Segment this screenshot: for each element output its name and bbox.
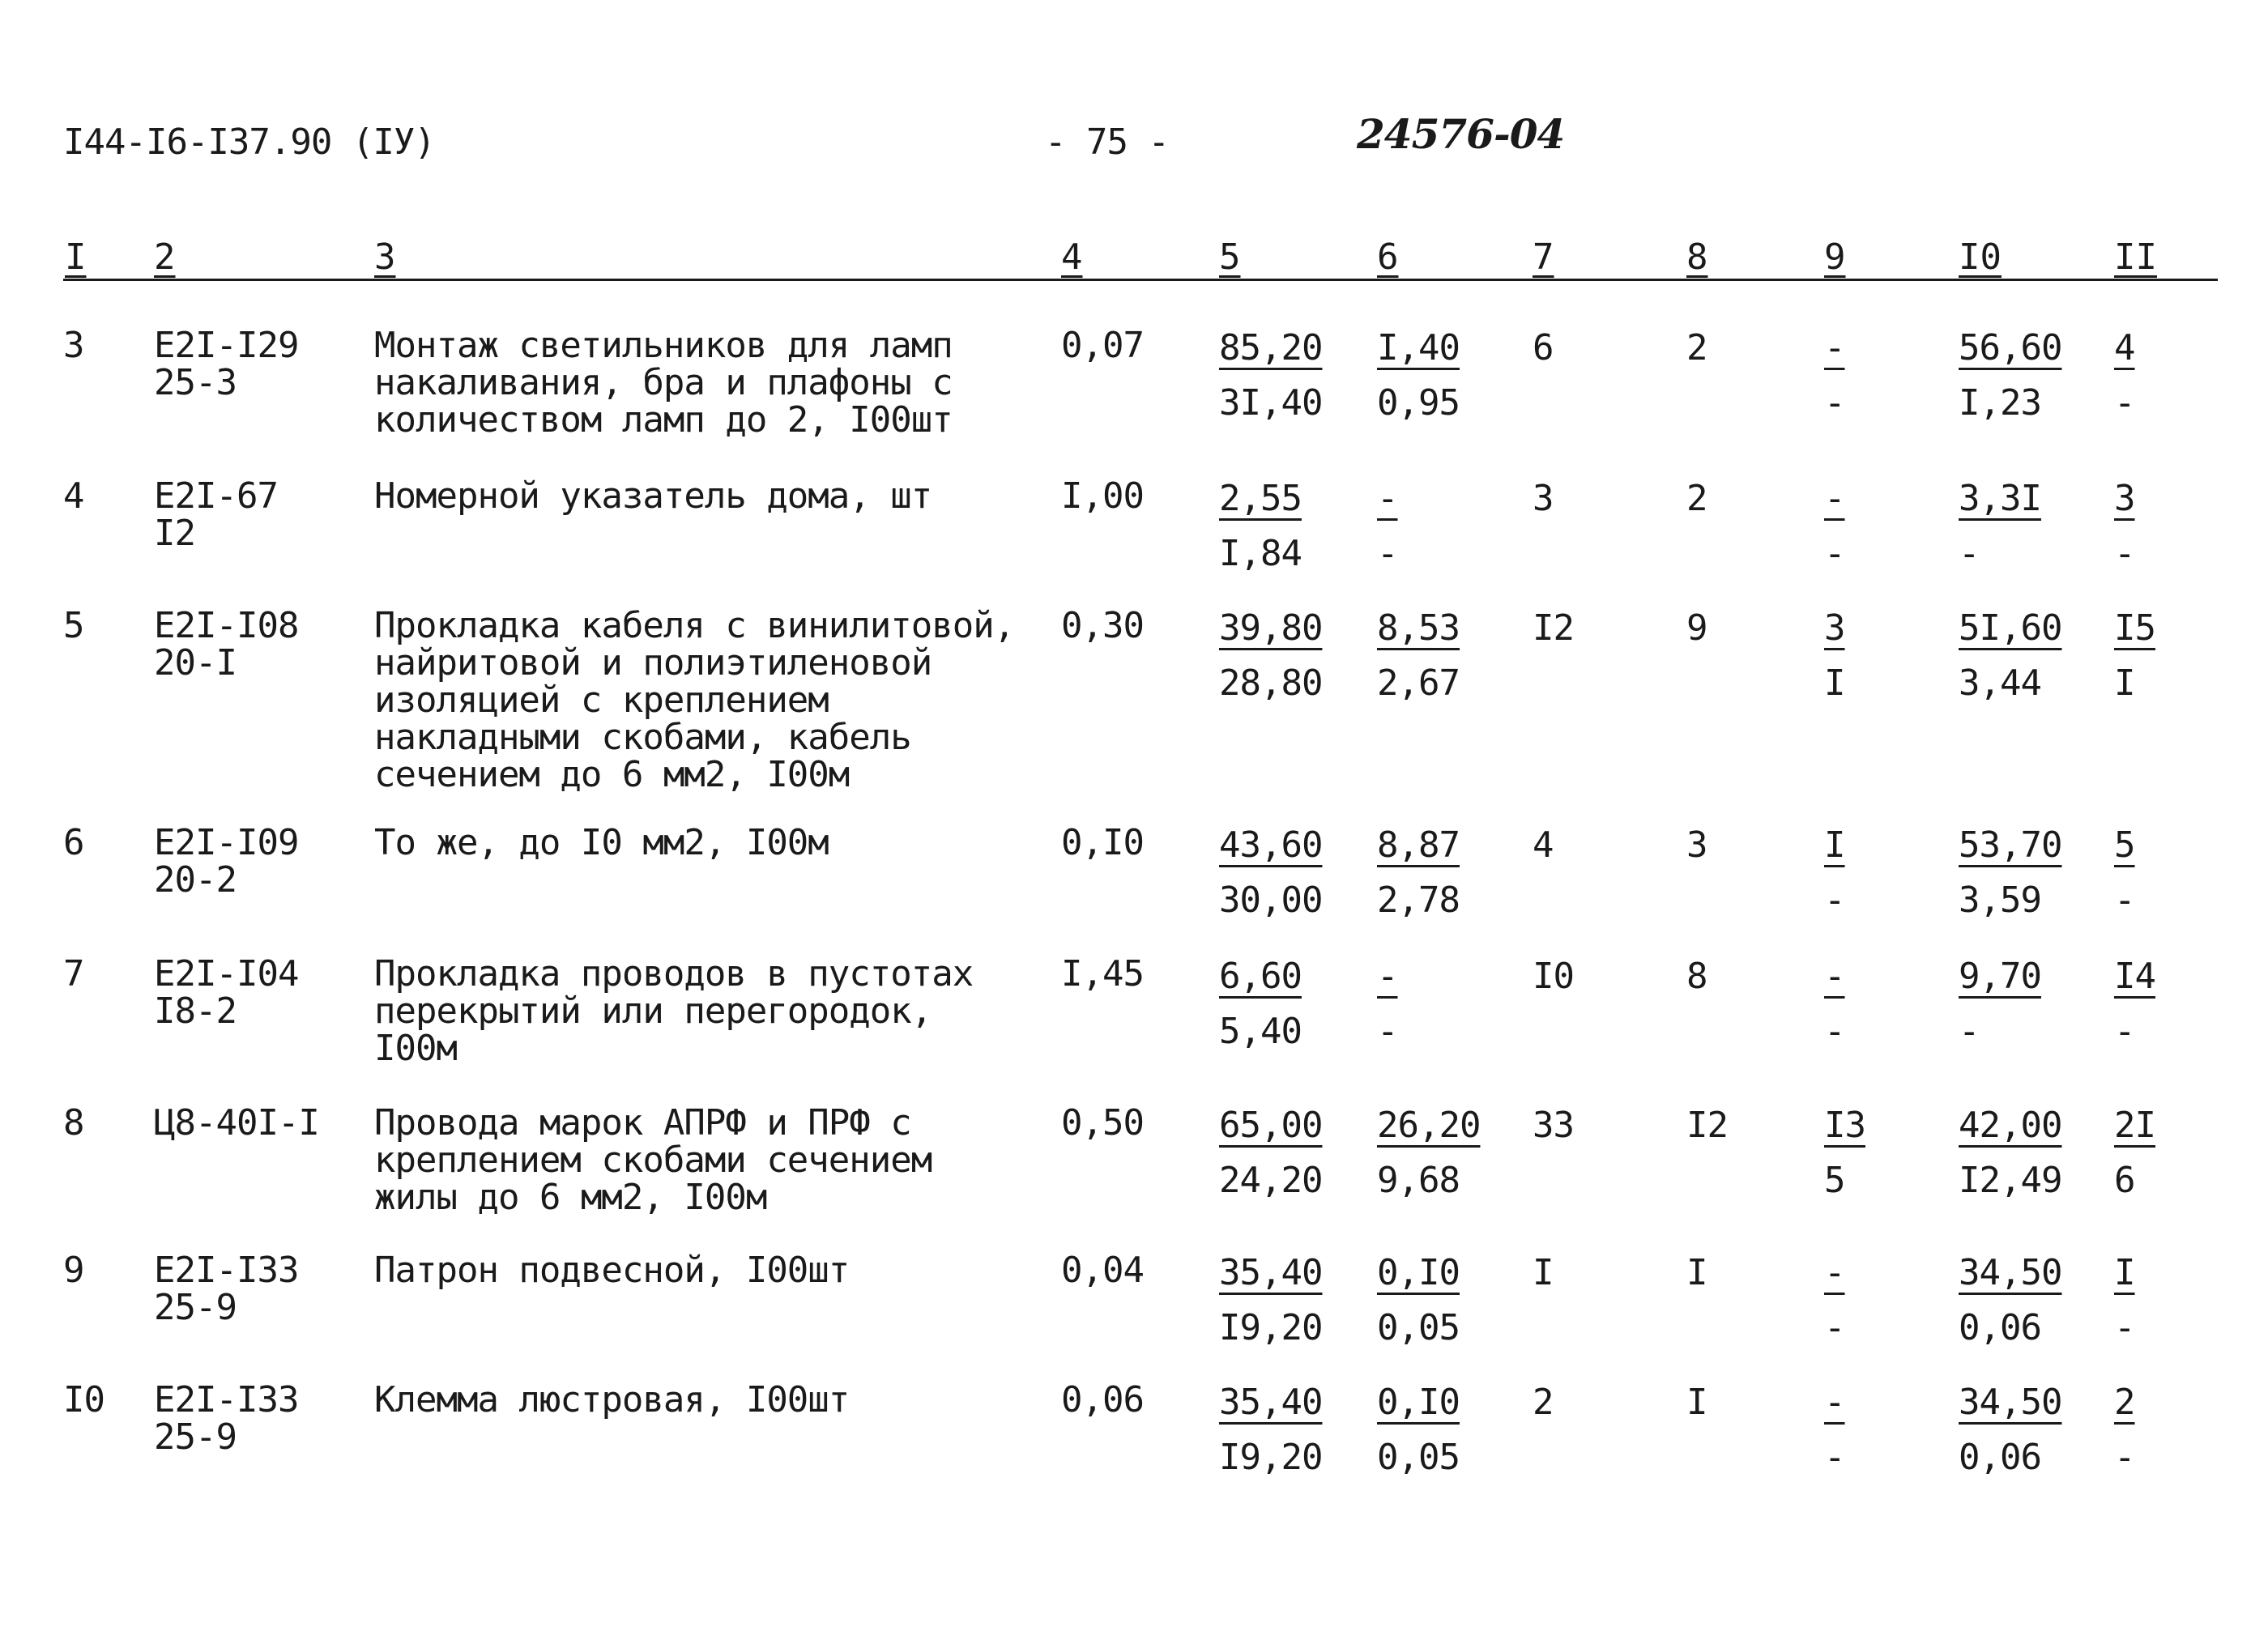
value-top-c9: - (1824, 1382, 1845, 1423)
value-bottom-c5: 5,40 (1219, 1011, 1302, 1052)
value-bottom-c11: - (2114, 1011, 2135, 1052)
quantity: I,45 (1061, 953, 1144, 995)
norm-code: E2I-67 (154, 475, 278, 517)
value-c8: 9 (1686, 607, 1707, 649)
row-number: 9 (63, 1250, 84, 1291)
value-c7: 33 (1533, 1105, 1574, 1146)
value-c8: 2 (1686, 478, 1707, 519)
value-top-c9: I (1824, 824, 1845, 866)
value-bottom-c5: 3I,40 (1219, 382, 1323, 424)
norm-code: Ц8-40I-I (154, 1102, 319, 1144)
value-top-c9: - (1824, 327, 1845, 368)
column-number-2: 2 (154, 236, 176, 278)
value-bottom-c11: - (2114, 880, 2135, 921)
work-description: Прокладка кабеля с винилитовой, найритовой и полиэтиленовой изоляцией с креплением накладными скобами, кабель сечением до 6 мм2, I00м (374, 605, 1015, 795)
value-top-c11: 2I (2114, 1105, 2155, 1146)
column-number-10: I0 (1959, 236, 2002, 278)
work-description: Патрон подвесной, I00шт (374, 1250, 850, 1291)
value-top-c6: 26,20 (1377, 1105, 1481, 1146)
value-top-c10: 53,70 (1959, 824, 2062, 866)
handwritten-number: 24576-04 (1357, 110, 1565, 158)
column-number-6: 6 (1377, 236, 1399, 278)
value-bottom-c9: I (1824, 662, 1845, 704)
value-bottom-c11: - (2114, 382, 2135, 424)
row-number: 6 (63, 822, 84, 863)
norm-code: E2I-I09 (154, 822, 299, 863)
value-top-c9: - (1824, 1252, 1845, 1293)
value-c8: I2 (1686, 1105, 1728, 1146)
value-bottom-c6: 0,95 (1377, 382, 1460, 424)
value-top-c6: 8,53 (1377, 607, 1460, 649)
value-top-c6: 0,I0 (1377, 1382, 1460, 1423)
work-description: Провода марок АПРФ и ПРФ с креплением скобами сечением жилы до 6 мм2, I00м (374, 1102, 932, 1218)
value-top-c11: I (2114, 1252, 2135, 1293)
work-description: Прокладка проводов в пустотах перекрытий или перегородок, I00м (374, 953, 974, 1069)
value-bottom-c10: I2,49 (1959, 1160, 2062, 1201)
value-bottom-c10: 3,59 (1959, 880, 2041, 921)
value-top-c6: 0,I0 (1377, 1252, 1460, 1293)
value-c8: 3 (1686, 824, 1707, 866)
value-top-c5: 65,00 (1219, 1105, 1323, 1146)
quantity: I,00 (1061, 475, 1144, 517)
value-top-c11: 2 (2114, 1382, 2135, 1423)
value-top-c11: 3 (2114, 478, 2135, 519)
value-top-c9: - (1824, 478, 1845, 519)
value-bottom-c10: - (1959, 533, 1980, 574)
value-top-c5: 2,55 (1219, 478, 1302, 519)
value-bottom-c6: 0,05 (1377, 1437, 1460, 1478)
value-top-c5: 35,40 (1219, 1382, 1323, 1423)
document-code: I44-I6-I37.90 (IУ) (63, 121, 435, 163)
value-c7: I0 (1533, 956, 1574, 997)
value-bottom-c6: 9,68 (1377, 1160, 1460, 1201)
value-c7: 2 (1533, 1382, 1554, 1423)
value-top-c5: 6,60 (1219, 956, 1302, 997)
row-number: 7 (63, 953, 84, 995)
norm-code: E2I-I33 (154, 1379, 299, 1420)
column-number-8: 8 (1686, 236, 1708, 278)
value-top-c9: 3 (1824, 607, 1845, 649)
value-c8: 8 (1686, 956, 1707, 997)
column-number-3: 3 (374, 236, 396, 278)
value-top-c10: 56,60 (1959, 327, 2062, 368)
norm-code: 20-2 (154, 859, 237, 901)
value-c8: 2 (1686, 327, 1707, 368)
value-bottom-c11: - (2114, 1437, 2135, 1478)
value-top-c10: 34,50 (1959, 1252, 2062, 1293)
value-bottom-c5: 24,20 (1219, 1160, 1323, 1201)
work-description: Номерной указатель дома, шт (374, 475, 932, 517)
value-bottom-c5: I9,20 (1219, 1307, 1323, 1348)
value-bottom-c11: I (2114, 662, 2135, 704)
column-number-4: 4 (1061, 236, 1083, 278)
value-c8: I (1686, 1252, 1707, 1293)
header-rule (63, 279, 2218, 281)
norm-code: I8-2 (154, 990, 237, 1032)
value-c7: 6 (1533, 327, 1554, 368)
value-bottom-c5: I9,20 (1219, 1437, 1323, 1478)
value-bottom-c6: - (1377, 1011, 1398, 1052)
norm-code: 25-9 (154, 1287, 237, 1328)
value-top-c9: I3 (1824, 1105, 1865, 1146)
norm-code: E2I-I08 (154, 605, 299, 646)
norm-code: E2I-I33 (154, 1250, 299, 1291)
value-bottom-c11: - (2114, 533, 2135, 574)
value-top-c6: I,40 (1377, 327, 1460, 368)
value-bottom-c11: 6 (2114, 1160, 2135, 1201)
norm-code: E2I-I29 (154, 325, 299, 366)
value-top-c10: 34,50 (1959, 1382, 2062, 1423)
value-bottom-c5: 28,80 (1219, 662, 1323, 704)
norm-code: E2I-I04 (154, 953, 299, 995)
value-c7: I (1533, 1252, 1554, 1293)
norm-code: I2 (154, 513, 195, 554)
value-bottom-c10: 3,44 (1959, 662, 2041, 704)
value-bottom-c9: - (1824, 382, 1845, 424)
value-bottom-c5: 30,00 (1219, 880, 1323, 921)
column-number-9: 9 (1824, 236, 1846, 278)
value-bottom-c6: 0,05 (1377, 1307, 1460, 1348)
value-bottom-c10: I,23 (1959, 382, 2041, 424)
value-bottom-c9: - (1824, 880, 1845, 921)
value-bottom-c9: 5 (1824, 1160, 1845, 1201)
value-top-c10: 42,00 (1959, 1105, 2062, 1146)
value-bottom-c6: 2,78 (1377, 880, 1460, 921)
value-top-c6: 8,87 (1377, 824, 1460, 866)
value-top-c11: I5 (2114, 607, 2155, 649)
value-top-c9: - (1824, 956, 1845, 997)
value-top-c5: 43,60 (1219, 824, 1323, 866)
value-top-c5: 35,40 (1219, 1252, 1323, 1293)
value-bottom-c9: - (1824, 1437, 1845, 1478)
value-bottom-c11: - (2114, 1307, 2135, 1348)
value-c7: 4 (1533, 824, 1554, 866)
value-top-c10: 3,3I (1959, 478, 2041, 519)
work-description: Монтаж светильников для ламп накаливания, бра и плафоны с количеством ламп до 2, I00шт (374, 325, 953, 441)
value-top-c5: 39,80 (1219, 607, 1323, 649)
quantity: 0,30 (1061, 605, 1144, 646)
value-c7: 3 (1533, 478, 1554, 519)
value-bottom-c10: 0,06 (1959, 1307, 2041, 1348)
row-number: 3 (63, 325, 84, 366)
value-bottom-c5: I,84 (1219, 533, 1302, 574)
quantity: 0,I0 (1061, 822, 1144, 863)
value-c8: I (1686, 1382, 1707, 1423)
norm-code: 20-I (154, 642, 237, 684)
value-bottom-c10: 0,06 (1959, 1437, 2041, 1478)
row-number: 5 (63, 605, 84, 646)
norm-code: 25-3 (154, 362, 237, 403)
quantity: 0,06 (1061, 1379, 1144, 1420)
quantity: 0,50 (1061, 1102, 1144, 1144)
row-number: I0 (63, 1379, 104, 1420)
column-number-5: 5 (1219, 236, 1241, 278)
value-top-c11: 4 (2114, 327, 2135, 368)
column-number-7: 7 (1533, 236, 1554, 278)
value-top-c11: I4 (2114, 956, 2155, 997)
page-number: - 75 - (1045, 121, 1169, 163)
quantity: 0,04 (1061, 1250, 1144, 1291)
value-top-c11: 5 (2114, 824, 2135, 866)
work-description: Клемма люстровая, I00шт (374, 1379, 850, 1420)
value-top-c6: - (1377, 478, 1398, 519)
value-top-c10: 5I,60 (1959, 607, 2062, 649)
column-number-1: I (65, 236, 87, 278)
value-bottom-c6: 2,67 (1377, 662, 1460, 704)
row-number: 4 (63, 475, 84, 517)
norm-code: 25-9 (154, 1416, 237, 1458)
quantity: 0,07 (1061, 325, 1144, 366)
value-c7: I2 (1533, 607, 1574, 649)
row-number: 8 (63, 1102, 84, 1144)
value-top-c5: 85,20 (1219, 327, 1323, 368)
column-number-11: II (2114, 236, 2157, 278)
value-bottom-c9: - (1824, 533, 1845, 574)
value-top-c10: 9,70 (1959, 956, 2041, 997)
value-bottom-c9: - (1824, 1307, 1845, 1348)
value-bottom-c6: - (1377, 533, 1398, 574)
value-bottom-c9: - (1824, 1011, 1845, 1052)
value-top-c6: - (1377, 956, 1398, 997)
work-description: То же, до I0 мм2, I00м (374, 822, 829, 863)
value-bottom-c10: - (1959, 1011, 1980, 1052)
